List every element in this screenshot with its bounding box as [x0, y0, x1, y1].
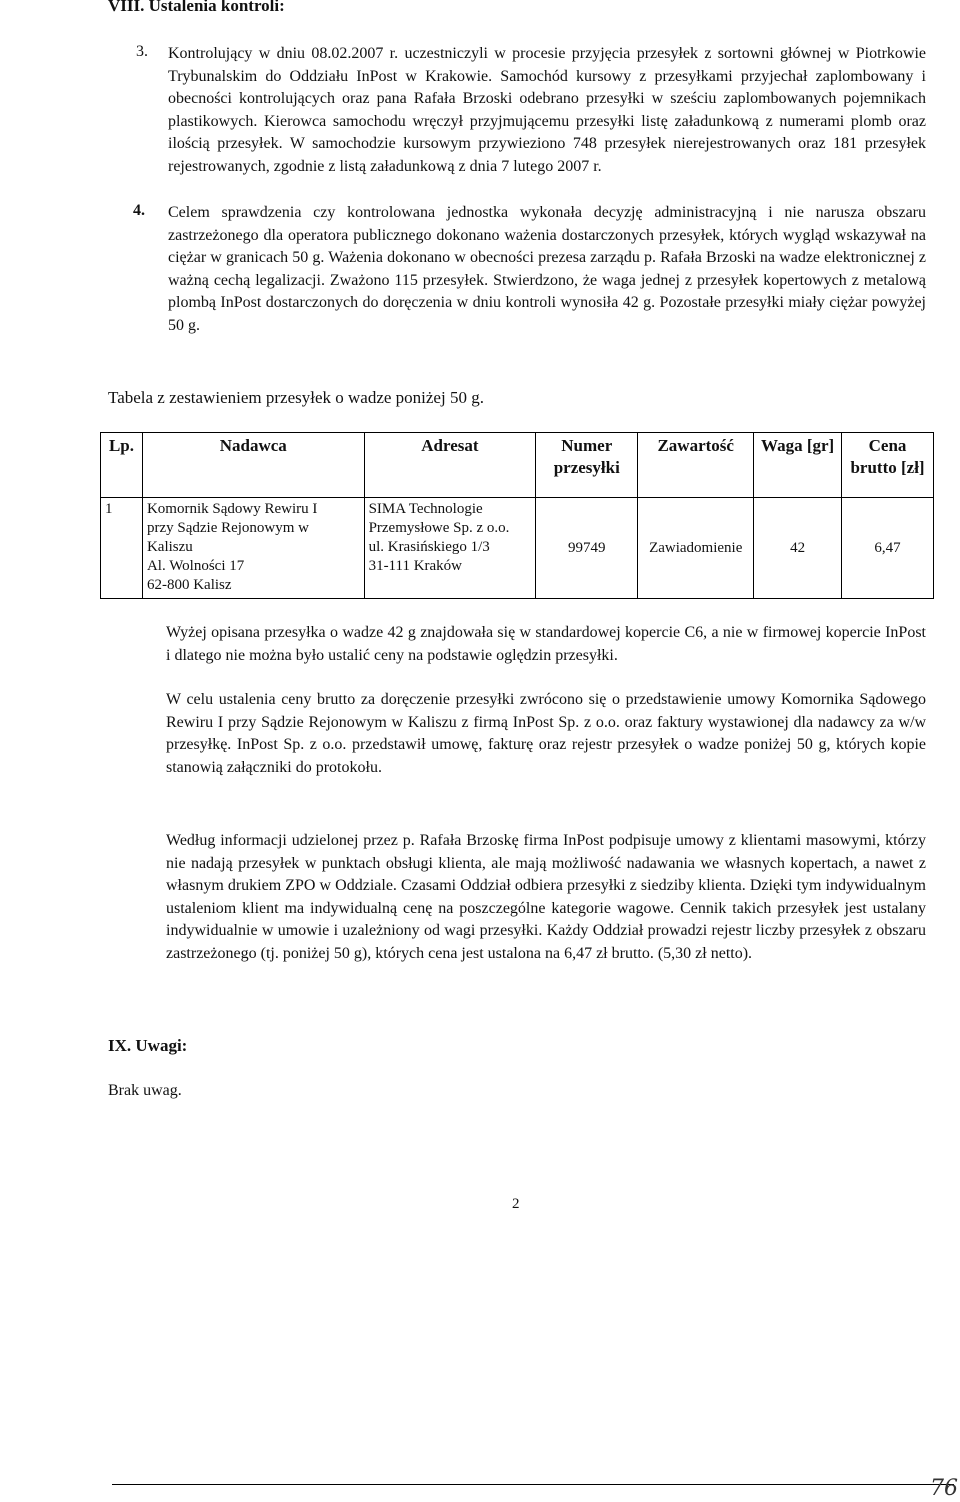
- adresat-line: ul. Krasińskiego 1/3: [368, 539, 490, 555]
- section-ix-text: Brak uwag.: [108, 1082, 182, 1099]
- section-ix-heading: IX. Uwagi:: [108, 1036, 188, 1055]
- header-zawartosc: Zawartość: [638, 433, 754, 498]
- cell-waga: 42: [754, 498, 842, 599]
- header-waga: Waga [gr]: [754, 433, 842, 498]
- header-lp: Lp.: [101, 433, 143, 498]
- after-table-paragraph-1: Wyżej opisana przesyłka o wadze 42 g znajdowała się w standardowej kopercie C6, a nie w firmowej kopercie InPost i dlatego nie można było ustalić ceny na podstawie oględzin przesyłki.: [166, 624, 926, 664]
- item-3-paragraph: Kontrolujący w dniu 08.02.2007 r. uczestniczyli w procesie przyjęcia przesyłek z sortowni głównej w Piotrkowie Trybunalskim do Oddziału InPost w Krakowie. Samochód kursowy z przesyłkami przyjechał zaplombowany i obecności kontrolujących oraz pana Rafała Brzoski odebrano przesyłki w sześciu zaplombowanych pojemnikach plastikowych. Kierowca samochodu wręczył przyjmującemu przesyłki listę załadunkową z numerami plomb oraz ilością przesyłek. W samochodzie kursowym przywieziono 748 przesyłek nierejestrowanych oraz 181 przesyłek rejestrowanych, zgodnie z listą załadunkową z dnia 7 lutego 2007 r.: [168, 45, 926, 175]
- cell-cena: 6,47: [842, 498, 934, 599]
- item-4-paragraph: Celem sprawdzenia czy kontrolowana jednostka wykonała decyzję administracyjną i nie narusza obszaru zastrzeżonego dla operatora publicznego dokonano ważenia dostarczonych przesyłek, których wygląd wskazywał na ciężar w granicach 50 g. Ważenia dokonano w obecności prezesa zarządu p. Rafała Brzoski na wadze elektronicznej z ważną cechą legalizacji. Zważono 115 przesyłek. Stwierdzono, że waga jednej z przesyłek kopertowych z metalową plombą InPost dostarczonych do doręczenia w dniu kontroli wynosiła 42 g. Pozostałe przesyłki miały ciężar powyżej 50 g.: [168, 204, 926, 334]
- header-nadawca: Nadawca: [142, 433, 364, 498]
- after-table-paragraph-2: W celu ustalenia ceny brutto za doręczenie przesyłki zwrócono się o przedstawienie umowy Komornika Sądowego Rewiru I przy Sądzie Rejonowym w Kaliszu z firmą InPost Sp. z o.o. oraz faktury wystawionej dla nadawcy za w/w przesyłkę. InPost Sp. z o.o. przedstawił umowę, fakturę oraz rejestr przesyłek o wadze poniżej 50 g, których kopie stanowią załączniki do protokołu.: [166, 691, 926, 776]
- table-row: [101, 498, 934, 599]
- cell-zawartosc: Zawiadomienie: [638, 498, 754, 599]
- handwritten-page-mark: 76: [930, 1476, 958, 1501]
- nadawca-line: Komornik Sądowy Rewiru I: [146, 501, 318, 517]
- header-cena: Cena brutto [zł]: [842, 433, 934, 498]
- after-table-paragraph-3: Według informacji udzielonej przez p. Rafała Brzoskę firma InPost podpisuje umowy z klientami masowymi, którzy nie nadają przesyłek w punktach obsługi klienta, ale mają możliwość nadawania we własnych kopertach, a nawet z własnym drukiem ZPO w Oddziale. Czasami Oddział odbiera przesyłki z siedziby klienta. Dzięki tym indywidualnym ustaleniom klient ma indywidualną cenę na poszczególne kategorie wagowe. Cennik takich przesyłek jest ustalany indywidualnie w umowie i uzależniony od wagi przesyłki. Każdy Oddział prowadzi rejestr liczby przesyłek z obszaru zastrzeżonego (tj. poniżej 50 g), których cena jest ustalona na 6,47 zł brutto. (5,30 zł netto).: [166, 832, 926, 962]
- cell-lp: 1: [101, 498, 143, 599]
- header-adresat: Adresat: [364, 433, 536, 498]
- footer-rule: [112, 1484, 954, 1485]
- shipments-table: [100, 432, 934, 599]
- cell-adresat: [364, 498, 536, 599]
- item-3-number: 3.: [136, 43, 148, 60]
- cell-nadawca: [142, 498, 364, 599]
- page-number: 2: [512, 1196, 520, 1212]
- section-viii-heading: VIII. Ustalenia kontroli:: [108, 0, 285, 15]
- adresat-line: Przemysłowe Sp. z o.o.: [368, 520, 510, 536]
- nadawca-line: 62-800 Kalisz: [146, 577, 232, 593]
- adresat-line: 31-111 Kraków: [368, 558, 463, 574]
- nadawca-line: Al. Wolności 17: [146, 558, 245, 574]
- nadawca-line: Kaliszu: [146, 539, 193, 555]
- nadawca-line: przy Sądzie Rejonowym w: [146, 520, 310, 536]
- table-header-row: [101, 433, 934, 498]
- adresat-line: SIMA Technologie: [368, 501, 483, 517]
- header-numer: Numer przesyłki: [536, 433, 638, 498]
- cell-numer: 99749: [536, 498, 638, 599]
- table-caption: Tabela z zestawieniem przesyłek o wadze poniżej 50 g.: [108, 388, 484, 407]
- item-4-number: 4.: [133, 202, 145, 219]
